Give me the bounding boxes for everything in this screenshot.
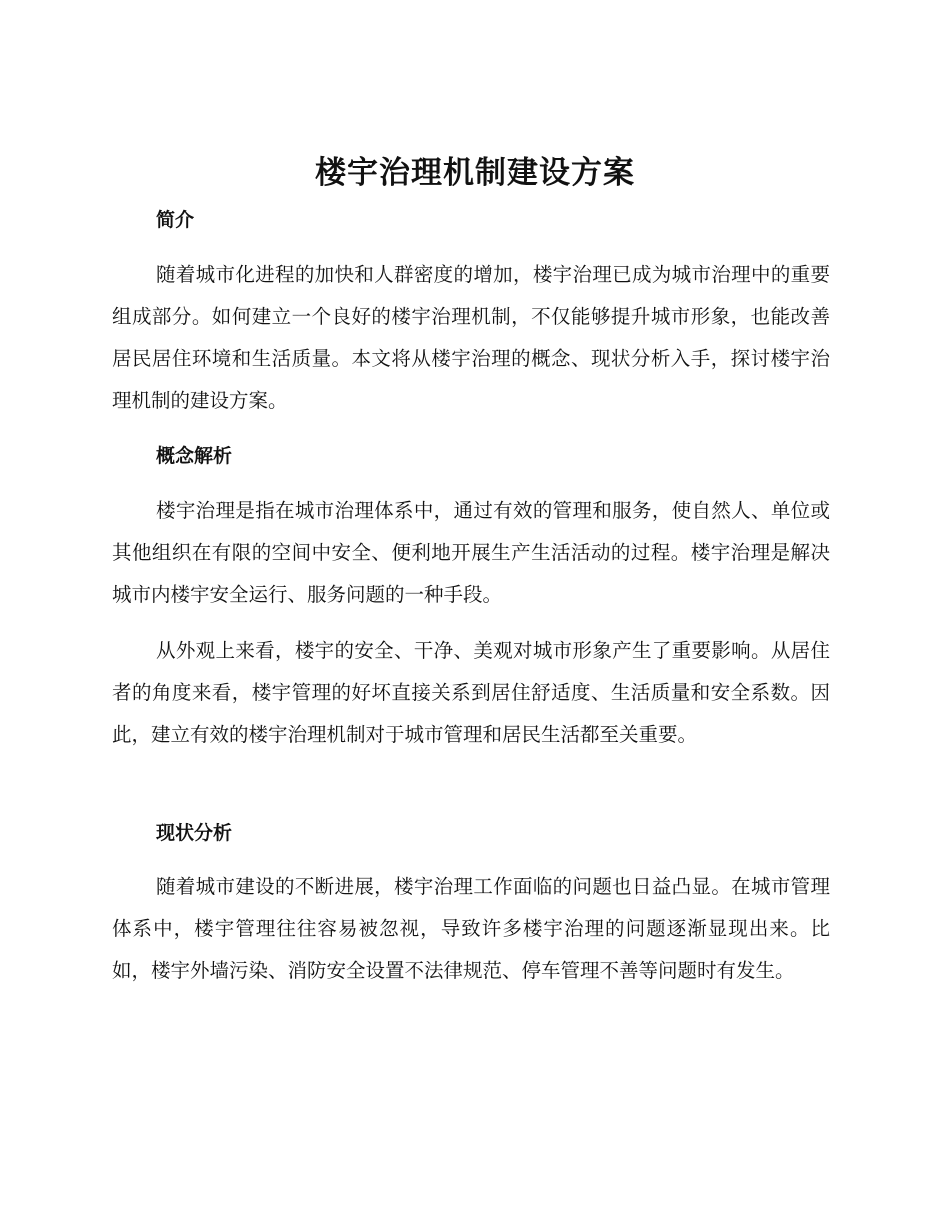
status-paragraph: 随着城市建设的不断进展，楼宇治理工作面临的问题也日益凸显。在城市管理体系中，楼宇管理往往容易被忽视，导致许多楼宇治理的问题逐渐显现出来。比如，楼宇外墙污染、消防安全设置不法律规范、停车管理不善等问题时有发生。 xyxy=(112,875,830,982)
document-title: 楼宇治理机制建设方案 xyxy=(315,155,635,191)
intro-paragraph: 随着城市化进程的加快和人群密度的增加，楼宇治理已成为城市治理中的重要组成部分。如何建立一个良好的楼宇治理机制，不仅能够提升城市形象，也能改善居民居住环境和生活质量。本文将从楼宇治理的概念、现状分析入手，探讨楼宇治理机制的建设方案。 xyxy=(112,263,830,412)
concept-paragraph-2: 从外观上来看，楼宇的安全、干净、美观对城市形象产生了重要影响。从居住者的角度来看，楼宇管理的好坏直接关系到居住舒适度、生活质量和安全系数。因此，建立有效的楼宇治理机制对于城市管理和居民生活都至关重要。 xyxy=(112,639,830,746)
section-heading-status: 现状分析 xyxy=(156,822,233,844)
section-heading-concept: 概念解析 xyxy=(156,445,233,467)
concept-paragraph-1: 楼宇治理是指在城市治理体系中，通过有效的管理和服务，使自然人、单位或其他组织在有限的空间中安全、便利地开展生产生活活动的过程。楼宇治理是解决城市内楼宇安全运行、服务问题的一种手段。 xyxy=(112,499,830,606)
section-heading-intro: 简介 xyxy=(156,209,195,231)
